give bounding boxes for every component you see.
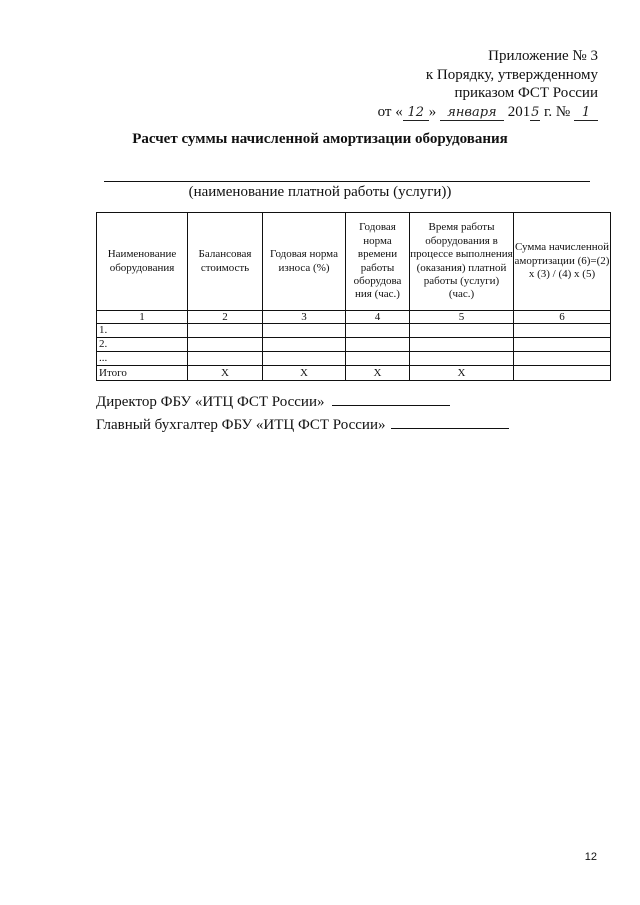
- column-number: 6: [514, 311, 611, 324]
- table-cell: [263, 338, 346, 352]
- accountant-signature: [96, 414, 509, 434]
- header-equipment-name: Наименование оборудования: [97, 213, 188, 311]
- header-book-value: Балансовая стоимость: [188, 213, 263, 311]
- total-cell: X: [410, 366, 514, 381]
- depreciation-table: [96, 212, 611, 381]
- year-suffix: г. №: [540, 103, 571, 120]
- table-cell: [188, 324, 263, 338]
- table-cell: [410, 338, 514, 352]
- table-cell: [514, 338, 611, 352]
- table-cell: [346, 352, 410, 366]
- table-cell: [514, 352, 611, 366]
- table-cell: [346, 324, 410, 338]
- handwritten-day: 12: [403, 106, 429, 121]
- table-cell: 1.: [97, 324, 188, 338]
- appendix-date-line: [378, 103, 598, 122]
- total-cell: [514, 366, 611, 381]
- column-number: 1: [97, 311, 188, 324]
- handwritten-year-digit: 5: [531, 104, 540, 120]
- table-cell: [514, 324, 611, 338]
- handwritten-order-number: 1: [574, 106, 598, 121]
- table-row: [97, 352, 611, 366]
- table-cell: [263, 352, 346, 366]
- column-number: 2: [188, 311, 263, 324]
- table-row: [97, 338, 611, 352]
- column-number: 3: [263, 311, 346, 324]
- table-cell: 2.: [97, 338, 188, 352]
- table-row: [97, 324, 611, 338]
- document-title: Расчет суммы начисленной амортизации оборудования: [132, 131, 508, 147]
- table-cell: [410, 324, 514, 338]
- total-cell: X: [188, 366, 263, 381]
- page-number: 12: [584, 851, 597, 863]
- appendix-order-ref: к Порядку, утвержденному: [425, 66, 598, 83]
- director-signature: [96, 391, 450, 411]
- header-depreciation-amount: Сумма начисленной амортизации (6)=(2) х (3) / (4) х (5): [514, 213, 611, 311]
- table-cell: ...: [97, 352, 188, 366]
- table-cell: [188, 352, 263, 366]
- date-close-quote: »: [428, 103, 437, 120]
- accountant-signature-line: [391, 414, 509, 429]
- table-cell: [346, 338, 410, 352]
- column-number: 5: [410, 311, 514, 324]
- header-service-operating-time: Время работы оборудования в процессе выполнения (оказания) платной работы (услуги) (час.): [410, 213, 514, 311]
- total-cell: X: [346, 366, 410, 381]
- appendix-header: [378, 47, 598, 121]
- header-annual-wear-rate: Годовая норма износа (%): [263, 213, 346, 311]
- year-prefix: 201: [507, 103, 531, 120]
- appendix-order-authority: приказом ФСТ России: [454, 85, 598, 101]
- service-name-blank-line: [104, 181, 590, 182]
- appendix-title: Приложение № 3: [488, 48, 598, 64]
- handwritten-month: января: [440, 106, 504, 121]
- director-label: Директор ФБУ «ИТЦ ФСТ России»: [96, 394, 325, 410]
- director-signature-line: [332, 391, 450, 406]
- total-label: Итого: [97, 366, 188, 381]
- date-prefix: от «: [377, 103, 403, 120]
- total-row: [97, 366, 611, 381]
- table-cell: [410, 352, 514, 366]
- total-cell: X: [263, 366, 346, 381]
- header-annual-operating-time: Годовая норма времени работы оборудова ния (час.): [346, 213, 410, 311]
- table-cell: [188, 338, 263, 352]
- column-number: 4: [346, 311, 410, 324]
- table-cell: [263, 324, 346, 338]
- column-number-row: [97, 311, 611, 324]
- service-name-caption: (наименование платной работы (услуги)): [188, 184, 452, 200]
- accountant-label: Главный бухгалтер ФБУ «ИТЦ ФСТ России»: [96, 417, 386, 433]
